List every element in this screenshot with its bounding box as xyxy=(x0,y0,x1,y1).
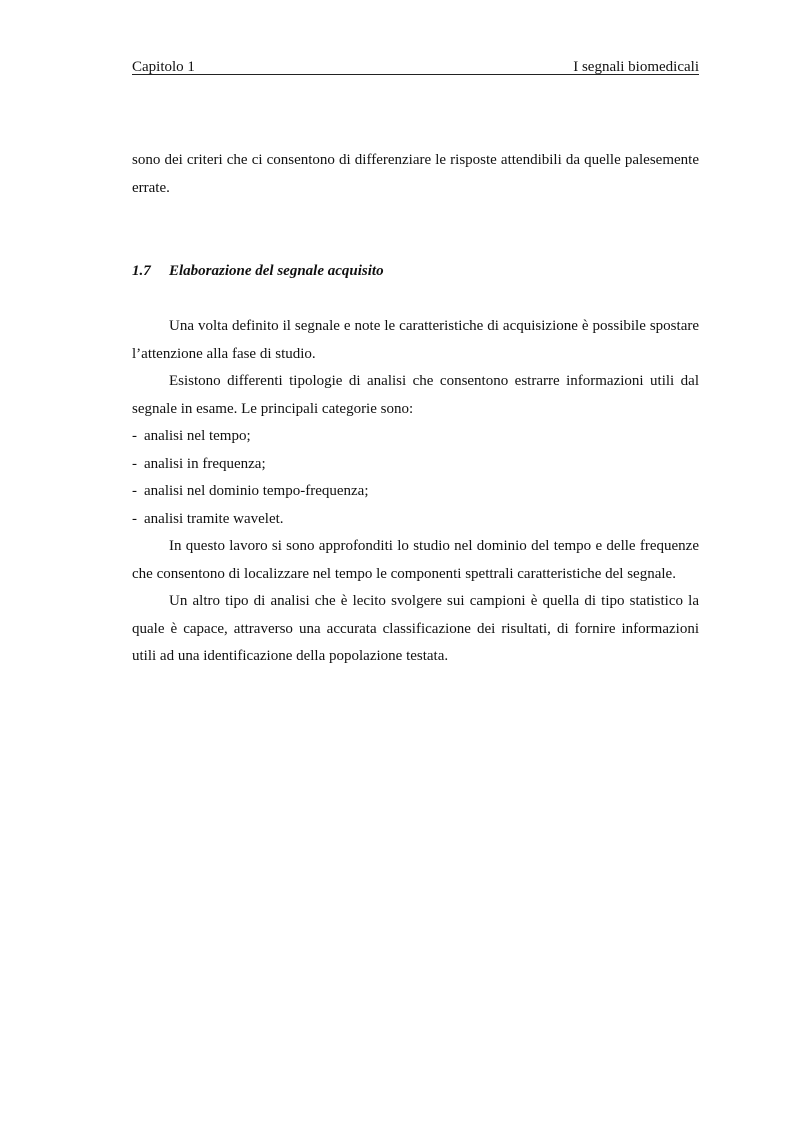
section-title: Elaborazione del segnale acquisito xyxy=(169,263,384,279)
list-item-text: analisi tramite wavelet. xyxy=(144,510,284,527)
list-marker: - xyxy=(132,483,137,499)
chapter-label: Capitolo 1 xyxy=(132,59,195,75)
analysis-list xyxy=(132,423,699,533)
section-body xyxy=(132,313,699,671)
list-item-text: analisi nel tempo; xyxy=(144,428,251,444)
list-marker: - xyxy=(132,455,137,472)
paragraph-1: Una volta definito il segnale e note le caratteristiche di acquisizione è possibile spostare l’attenzione alla fase di studio. xyxy=(132,318,699,362)
list-item-text: analisi nel dominio tempo-frequenza; xyxy=(144,483,369,499)
list-marker: - xyxy=(132,428,137,444)
document-page xyxy=(132,0,699,1123)
paragraph-2: Esistono differenti tipologie di analisi che consentono estrarre informazioni utili dal segnale in esame. Le principali categorie sono: xyxy=(132,373,699,417)
intro-block xyxy=(132,147,699,202)
section-label: I segnali biomedicali xyxy=(573,59,699,75)
paragraph-3: In questo lavoro si sono approfonditi lo studio nel dominio del tempo e delle frequenze che consentono di localizzare nel tempo le componenti spettrali caratteristiche del segnale. xyxy=(132,538,699,582)
list-item xyxy=(132,451,699,479)
section-heading xyxy=(132,258,384,286)
list-item xyxy=(132,506,699,534)
paragraph-4: Un altro tipo di analisi che è lecito svolgere sui campioni è quella di tipo statistico la quale è capace, attraverso una accurata classificazione dei risultati, di fornire informazioni utili ad una identificazione della popolazione testata. xyxy=(132,593,699,664)
header-rule xyxy=(132,74,699,75)
list-item xyxy=(132,423,699,451)
intro-paragraph: sono dei criteri che ci consentono di differenziare le risposte attendibili da quelle palesemente errate. xyxy=(132,152,699,196)
list-item-text: analisi in frequenza; xyxy=(144,455,266,472)
list-marker: - xyxy=(132,510,137,527)
list-item xyxy=(132,478,699,506)
section-number: 1.7 xyxy=(132,263,151,279)
